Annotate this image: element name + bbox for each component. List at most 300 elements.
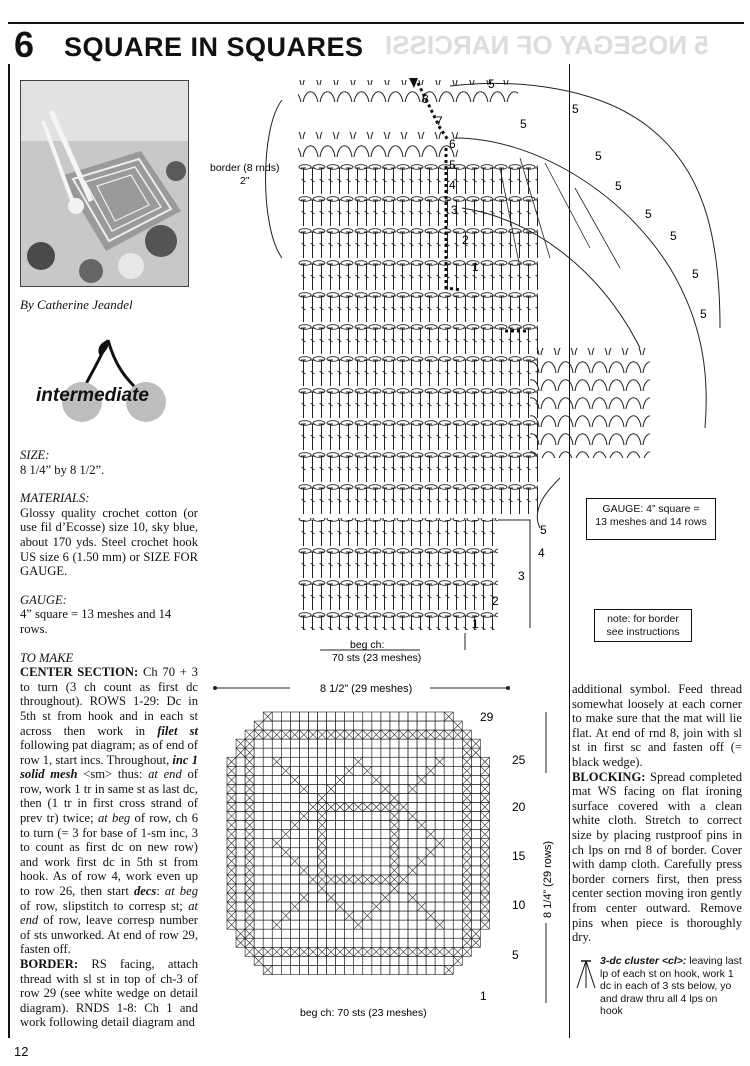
solid-mesh-mark <box>290 821 299 830</box>
solid-mesh-mark <box>236 938 245 947</box>
mesh-cell <box>354 866 363 875</box>
solid-mesh-mark <box>245 929 254 938</box>
solid-mesh-mark <box>408 730 417 739</box>
mesh-cell <box>453 839 462 848</box>
mesh-cell <box>308 775 317 784</box>
mesh-cell <box>408 911 417 920</box>
mesh-cell <box>272 848 281 857</box>
mesh-cell <box>381 848 390 857</box>
solid-mesh-mark <box>245 739 254 748</box>
mesh-cell <box>471 830 480 839</box>
mesh-cell <box>236 766 245 775</box>
solid-mesh-mark <box>318 730 327 739</box>
solid-mesh-mark <box>308 803 317 812</box>
mesh-cell <box>435 830 444 839</box>
solid-mesh-mark <box>245 866 254 875</box>
solid-mesh-mark <box>471 929 480 938</box>
center-filet: filet st <box>157 723 198 738</box>
solid-mesh-mark <box>390 839 399 848</box>
mesh-cell <box>318 775 327 784</box>
mesh-cell <box>381 965 390 974</box>
solid-mesh-mark <box>408 812 417 821</box>
mesh-cell <box>327 911 336 920</box>
solid-mesh-mark <box>408 866 417 875</box>
mesh-cell <box>390 739 399 748</box>
mesh-cell <box>254 821 263 830</box>
mesh-cell <box>471 757 480 766</box>
mesh-cell <box>354 956 363 965</box>
mesh-cell <box>336 784 345 793</box>
mesh-cell <box>435 884 444 893</box>
mesh-cell <box>336 938 345 947</box>
round-number-5: 5 <box>449 158 456 172</box>
center-inc: inc 1 solid mesh <box>20 752 198 782</box>
solid-mesh-mark <box>318 884 327 893</box>
mesh-cell <box>327 866 336 875</box>
arc-label-2: 5 <box>520 117 527 131</box>
mesh-cell <box>281 893 290 902</box>
mesh-cell <box>299 739 308 748</box>
mesh-cell <box>471 848 480 857</box>
solid-mesh-mark <box>480 803 489 812</box>
mesh-cell <box>281 748 290 757</box>
solid-mesh-mark <box>245 875 254 884</box>
mesh-cell <box>290 956 299 965</box>
solid-mesh-mark <box>227 775 236 784</box>
chart-bottom-label: beg ch: 70 sts (23 meshes) <box>300 1007 427 1019</box>
mesh-cell <box>345 857 354 866</box>
mesh-cell <box>290 866 299 875</box>
mesh-cell <box>408 803 417 812</box>
solid-mesh-mark <box>462 821 471 830</box>
solid-mesh-mark <box>417 775 426 784</box>
mesh-cell <box>254 803 263 812</box>
mesh-cell <box>254 857 263 866</box>
mesh-cell <box>281 821 290 830</box>
mesh-cell <box>399 830 408 839</box>
solid-mesh-mark <box>345 947 354 956</box>
mesh-cell <box>254 902 263 911</box>
size-value: 8 1/4” by 8 1/2”. <box>20 462 105 477</box>
mesh-cell <box>336 839 345 848</box>
solid-mesh-mark <box>354 947 363 956</box>
row-label-29: 29 <box>480 710 494 724</box>
solid-mesh-mark <box>245 784 254 793</box>
solid-mesh-mark <box>363 766 372 775</box>
solid-mesh-mark <box>227 911 236 920</box>
mesh-cell <box>471 784 480 793</box>
round-number-1: 1 <box>472 260 479 274</box>
solid-mesh-mark <box>480 784 489 793</box>
solid-mesh-mark <box>372 803 381 812</box>
mesh-cell <box>308 911 317 920</box>
mesh-cell <box>399 784 408 793</box>
solid-mesh-mark <box>245 812 254 821</box>
mesh-cell <box>263 784 272 793</box>
solid-mesh-mark <box>462 830 471 839</box>
mesh-cell <box>308 857 317 866</box>
mesh-cell <box>453 857 462 866</box>
mesh-cell <box>336 866 345 875</box>
mesh-cell <box>444 920 453 929</box>
arc-label-7: 5 <box>670 229 677 243</box>
solid-mesh-mark <box>372 730 381 739</box>
solid-mesh-mark <box>417 857 426 866</box>
mesh-cell <box>471 775 480 784</box>
solid-mesh-mark <box>471 748 480 757</box>
mesh-cell <box>363 712 372 721</box>
mesh-cell <box>281 920 290 929</box>
mesh-cell <box>354 812 363 821</box>
mesh-cell <box>318 757 327 766</box>
mesh-cell <box>254 884 263 893</box>
mesh-cell <box>272 956 281 965</box>
mesh-cell <box>363 721 372 730</box>
mesh-cell <box>390 775 399 784</box>
mesh-cell <box>390 929 399 938</box>
solid-mesh-mark <box>327 893 336 902</box>
mesh-cell <box>308 893 317 902</box>
mesh-cell <box>372 712 381 721</box>
mesh-cell <box>299 920 308 929</box>
mesh-cell <box>435 902 444 911</box>
solid-mesh-mark <box>327 875 336 884</box>
round-number-8: 8 <box>422 92 429 106</box>
row-label-25: 25 <box>512 753 526 767</box>
mesh-cell <box>417 803 426 812</box>
solid-mesh-mark <box>227 793 236 802</box>
mesh-cell <box>299 965 308 974</box>
solid-mesh-mark <box>408 893 417 902</box>
mesh-cell <box>417 830 426 839</box>
mesh-cell <box>471 793 480 802</box>
mesh-cell <box>399 757 408 766</box>
mesh-cell <box>363 757 372 766</box>
mesh-cell <box>290 830 299 839</box>
mesh-cell <box>408 956 417 965</box>
mesh-cell <box>299 793 308 802</box>
solid-mesh-mark <box>227 757 236 766</box>
solid-mesh-mark <box>453 947 462 956</box>
solid-mesh-mark <box>318 866 327 875</box>
mesh-cell <box>417 721 426 730</box>
solid-mesh-mark <box>345 730 354 739</box>
solid-mesh-mark <box>453 956 462 965</box>
mesh-cell <box>308 812 317 821</box>
mesh-cell <box>290 893 299 902</box>
mesh-cell <box>471 866 480 875</box>
mesh-cell <box>272 784 281 793</box>
mesh-cell <box>408 793 417 802</box>
solid-mesh-mark <box>426 730 435 739</box>
mesh-cell <box>426 812 435 821</box>
mesh-cell <box>354 712 363 721</box>
mesh-cell <box>417 965 426 974</box>
mesh-cell <box>272 721 281 730</box>
mesh-cell <box>444 956 453 965</box>
mesh-cell <box>336 748 345 757</box>
mesh-cell <box>444 929 453 938</box>
mesh-cell <box>435 821 444 830</box>
row-number-4: 4 <box>538 546 545 560</box>
mesh-cell <box>263 766 272 775</box>
beg-ch-label-2: 70 sts (23 meshes) <box>332 652 422 664</box>
solid-mesh-mark <box>345 875 354 884</box>
mesh-cell <box>308 793 317 802</box>
mesh-cell <box>263 902 272 911</box>
right-text-a: additional symbol. Feed thread somewhat loosely at each corner to make sure that the mat will lie flat. At end of rnd 8, join with sl st in first sc and fasten off (= black wedge). <box>572 682 742 769</box>
mesh-cell <box>399 866 408 875</box>
solid-mesh-mark <box>435 839 444 848</box>
mesh-cell <box>254 830 263 839</box>
solid-mesh-mark <box>390 848 399 857</box>
size-label: SIZE: <box>20 448 50 462</box>
mesh-cell <box>272 902 281 911</box>
mesh-cell <box>236 812 245 821</box>
mesh-cell <box>372 739 381 748</box>
mesh-cell <box>399 748 408 757</box>
mesh-cell <box>399 848 408 857</box>
mesh-cell <box>390 920 399 929</box>
mesh-cell <box>327 821 336 830</box>
mesh-cell <box>435 911 444 920</box>
mesh-cell <box>272 938 281 947</box>
blocking-text <box>572 770 742 945</box>
mesh-cell <box>381 902 390 911</box>
center-text-c: <sm> thus: <box>77 767 149 782</box>
mesh-cell <box>354 848 363 857</box>
mesh-cell <box>318 712 327 721</box>
solid-mesh-mark <box>444 947 453 956</box>
solid-mesh-mark <box>390 875 399 884</box>
mesh-cell <box>399 911 408 920</box>
solid-mesh-mark <box>480 766 489 775</box>
mesh-cell <box>444 812 453 821</box>
solid-mesh-mark <box>390 830 399 839</box>
mesh-cell <box>290 748 299 757</box>
mesh-cell <box>345 821 354 830</box>
mesh-cell <box>299 911 308 920</box>
mesh-cell <box>354 929 363 938</box>
mesh-cell <box>254 938 263 947</box>
byline: By Catherine Jeandel <box>20 297 133 312</box>
mesh-cell <box>435 848 444 857</box>
mesh-cell <box>327 712 336 721</box>
mesh-cell <box>453 775 462 784</box>
mesh-cell <box>453 784 462 793</box>
mesh-cell <box>263 793 272 802</box>
mesh-cell <box>381 766 390 775</box>
solid-mesh-mark <box>354 920 363 929</box>
center-atend-2: at end <box>20 898 198 928</box>
mesh-cell <box>435 803 444 812</box>
solid-mesh-mark <box>227 884 236 893</box>
solid-mesh-mark <box>227 848 236 857</box>
mesh-cell <box>381 721 390 730</box>
mesh-cell <box>426 757 435 766</box>
mesh-cell <box>254 748 263 757</box>
mesh-cell <box>426 857 435 866</box>
solid-mesh-mark <box>236 929 245 938</box>
mesh-cell <box>299 875 308 884</box>
solid-mesh-mark <box>399 730 408 739</box>
row-number-1: 1 <box>472 617 479 631</box>
mesh-cell <box>390 748 399 757</box>
solid-mesh-mark <box>426 947 435 956</box>
mesh-cell <box>381 911 390 920</box>
solid-mesh-mark <box>462 766 471 775</box>
solid-mesh-mark <box>281 947 290 956</box>
solid-mesh-mark <box>480 793 489 802</box>
solid-mesh-mark <box>462 839 471 848</box>
mesh-cell <box>263 857 272 866</box>
mesh-cell <box>236 902 245 911</box>
solid-mesh-mark <box>245 730 254 739</box>
center-text-d: of row, work 1 tr in same st as last dc, then (1 tr in first cross strand of prev tr) twice; <box>20 767 198 826</box>
mesh-cell <box>263 920 272 929</box>
solid-mesh-mark <box>363 875 372 884</box>
mesh-cell <box>299 902 308 911</box>
solid-mesh-mark <box>336 775 345 784</box>
mesh-cell <box>435 866 444 875</box>
solid-mesh-mark <box>417 947 426 956</box>
solid-mesh-mark <box>480 757 489 766</box>
solid-mesh-mark <box>372 902 381 911</box>
mesh-cell <box>426 956 435 965</box>
solid-mesh-mark <box>462 866 471 875</box>
mesh-cell <box>354 766 363 775</box>
solid-mesh-mark <box>453 730 462 739</box>
mesh-cell <box>435 739 444 748</box>
solid-mesh-mark <box>363 911 372 920</box>
solid-mesh-mark <box>345 803 354 812</box>
mesh-cell <box>290 920 299 929</box>
mesh-cell <box>290 766 299 775</box>
solid-mesh-mark <box>372 947 381 956</box>
solid-mesh-mark <box>318 830 327 839</box>
solid-mesh-mark <box>227 784 236 793</box>
mesh-cell <box>281 793 290 802</box>
solid-mesh-mark <box>272 839 281 848</box>
mesh-cell <box>444 739 453 748</box>
mesh-cell <box>372 830 381 839</box>
mesh-cell <box>408 712 417 721</box>
mesh-cell <box>435 748 444 757</box>
solid-mesh-mark <box>480 775 489 784</box>
solid-mesh-mark <box>462 848 471 857</box>
instructions-right <box>572 682 742 945</box>
mesh-cell <box>426 884 435 893</box>
mesh-cell <box>281 884 290 893</box>
mesh-cell <box>444 757 453 766</box>
mesh-cell <box>417 748 426 757</box>
arc-label-5: 5 <box>615 179 622 193</box>
mesh-cell <box>363 784 372 793</box>
solid-mesh-mark <box>390 812 399 821</box>
mesh-cell <box>435 929 444 938</box>
mesh-cell <box>236 803 245 812</box>
mesh-cell <box>408 920 417 929</box>
solid-mesh-mark <box>245 911 254 920</box>
mesh-cell <box>236 793 245 802</box>
mesh-cell <box>290 938 299 947</box>
mesh-cell <box>471 812 480 821</box>
mesh-cell <box>372 938 381 947</box>
mesh-cell <box>299 757 308 766</box>
solid-mesh-mark <box>272 757 281 766</box>
mesh-cell <box>444 766 453 775</box>
solid-mesh-mark <box>354 803 363 812</box>
mesh-cell <box>408 848 417 857</box>
mesh-cell <box>345 965 354 974</box>
solid-mesh-mark <box>299 730 308 739</box>
cluster-symbol-icon <box>574 958 598 992</box>
note-box <box>594 609 692 642</box>
mesh-cell <box>281 775 290 784</box>
mesh-cell <box>417 812 426 821</box>
solid-mesh-mark <box>462 739 471 748</box>
center-atbeg: at beg <box>97 811 131 826</box>
mesh-cell <box>236 848 245 857</box>
mesh-cell <box>408 965 417 974</box>
mesh-cell <box>381 748 390 757</box>
mesh-cell <box>408 884 417 893</box>
solid-mesh-mark <box>236 739 245 748</box>
mesh-cell <box>345 866 354 875</box>
solid-mesh-mark <box>354 757 363 766</box>
solid-mesh-mark <box>462 857 471 866</box>
mesh-cell <box>327 956 336 965</box>
center-section-text <box>20 665 198 957</box>
solid-mesh-mark <box>345 766 354 775</box>
mesh-cell <box>327 965 336 974</box>
mesh-cell <box>272 857 281 866</box>
mesh-cell <box>236 821 245 830</box>
mesh-cell <box>453 748 462 757</box>
mesh-cell <box>453 929 462 938</box>
border-text: RS facing, attach thread with sl st in top of ch-3 of row 29 (see white wedge on detail diagram). RNDS 1-8: Ch 1 and work following detail diagram and <box>20 957 198 1030</box>
border-label-1: border (8 rnds) <box>210 162 280 174</box>
solid-mesh-mark <box>381 875 390 884</box>
solid-mesh-mark <box>327 730 336 739</box>
mesh-cell <box>263 821 272 830</box>
mesh-cell <box>290 929 299 938</box>
mesh-cell <box>327 748 336 757</box>
solid-mesh-mark <box>327 947 336 956</box>
solid-mesh-mark <box>444 712 453 721</box>
mesh-cell <box>444 893 453 902</box>
mesh-cell <box>435 793 444 802</box>
mesh-cell <box>327 929 336 938</box>
mesh-cell <box>290 712 299 721</box>
mesh-cell <box>327 857 336 866</box>
mesh-cell <box>363 938 372 947</box>
solid-mesh-mark <box>227 821 236 830</box>
mesh-cell <box>254 784 263 793</box>
mesh-cell <box>336 766 345 775</box>
solid-mesh-mark <box>480 857 489 866</box>
mesh-cell <box>272 748 281 757</box>
mesh-cell <box>453 866 462 875</box>
mesh-cell <box>345 784 354 793</box>
solid-mesh-mark <box>245 766 254 775</box>
mesh-cell <box>381 712 390 721</box>
mesh-cell <box>372 911 381 920</box>
solid-mesh-mark <box>290 775 299 784</box>
solid-mesh-mark <box>444 965 453 974</box>
mesh-cell <box>263 739 272 748</box>
solid-mesh-mark <box>254 721 263 730</box>
